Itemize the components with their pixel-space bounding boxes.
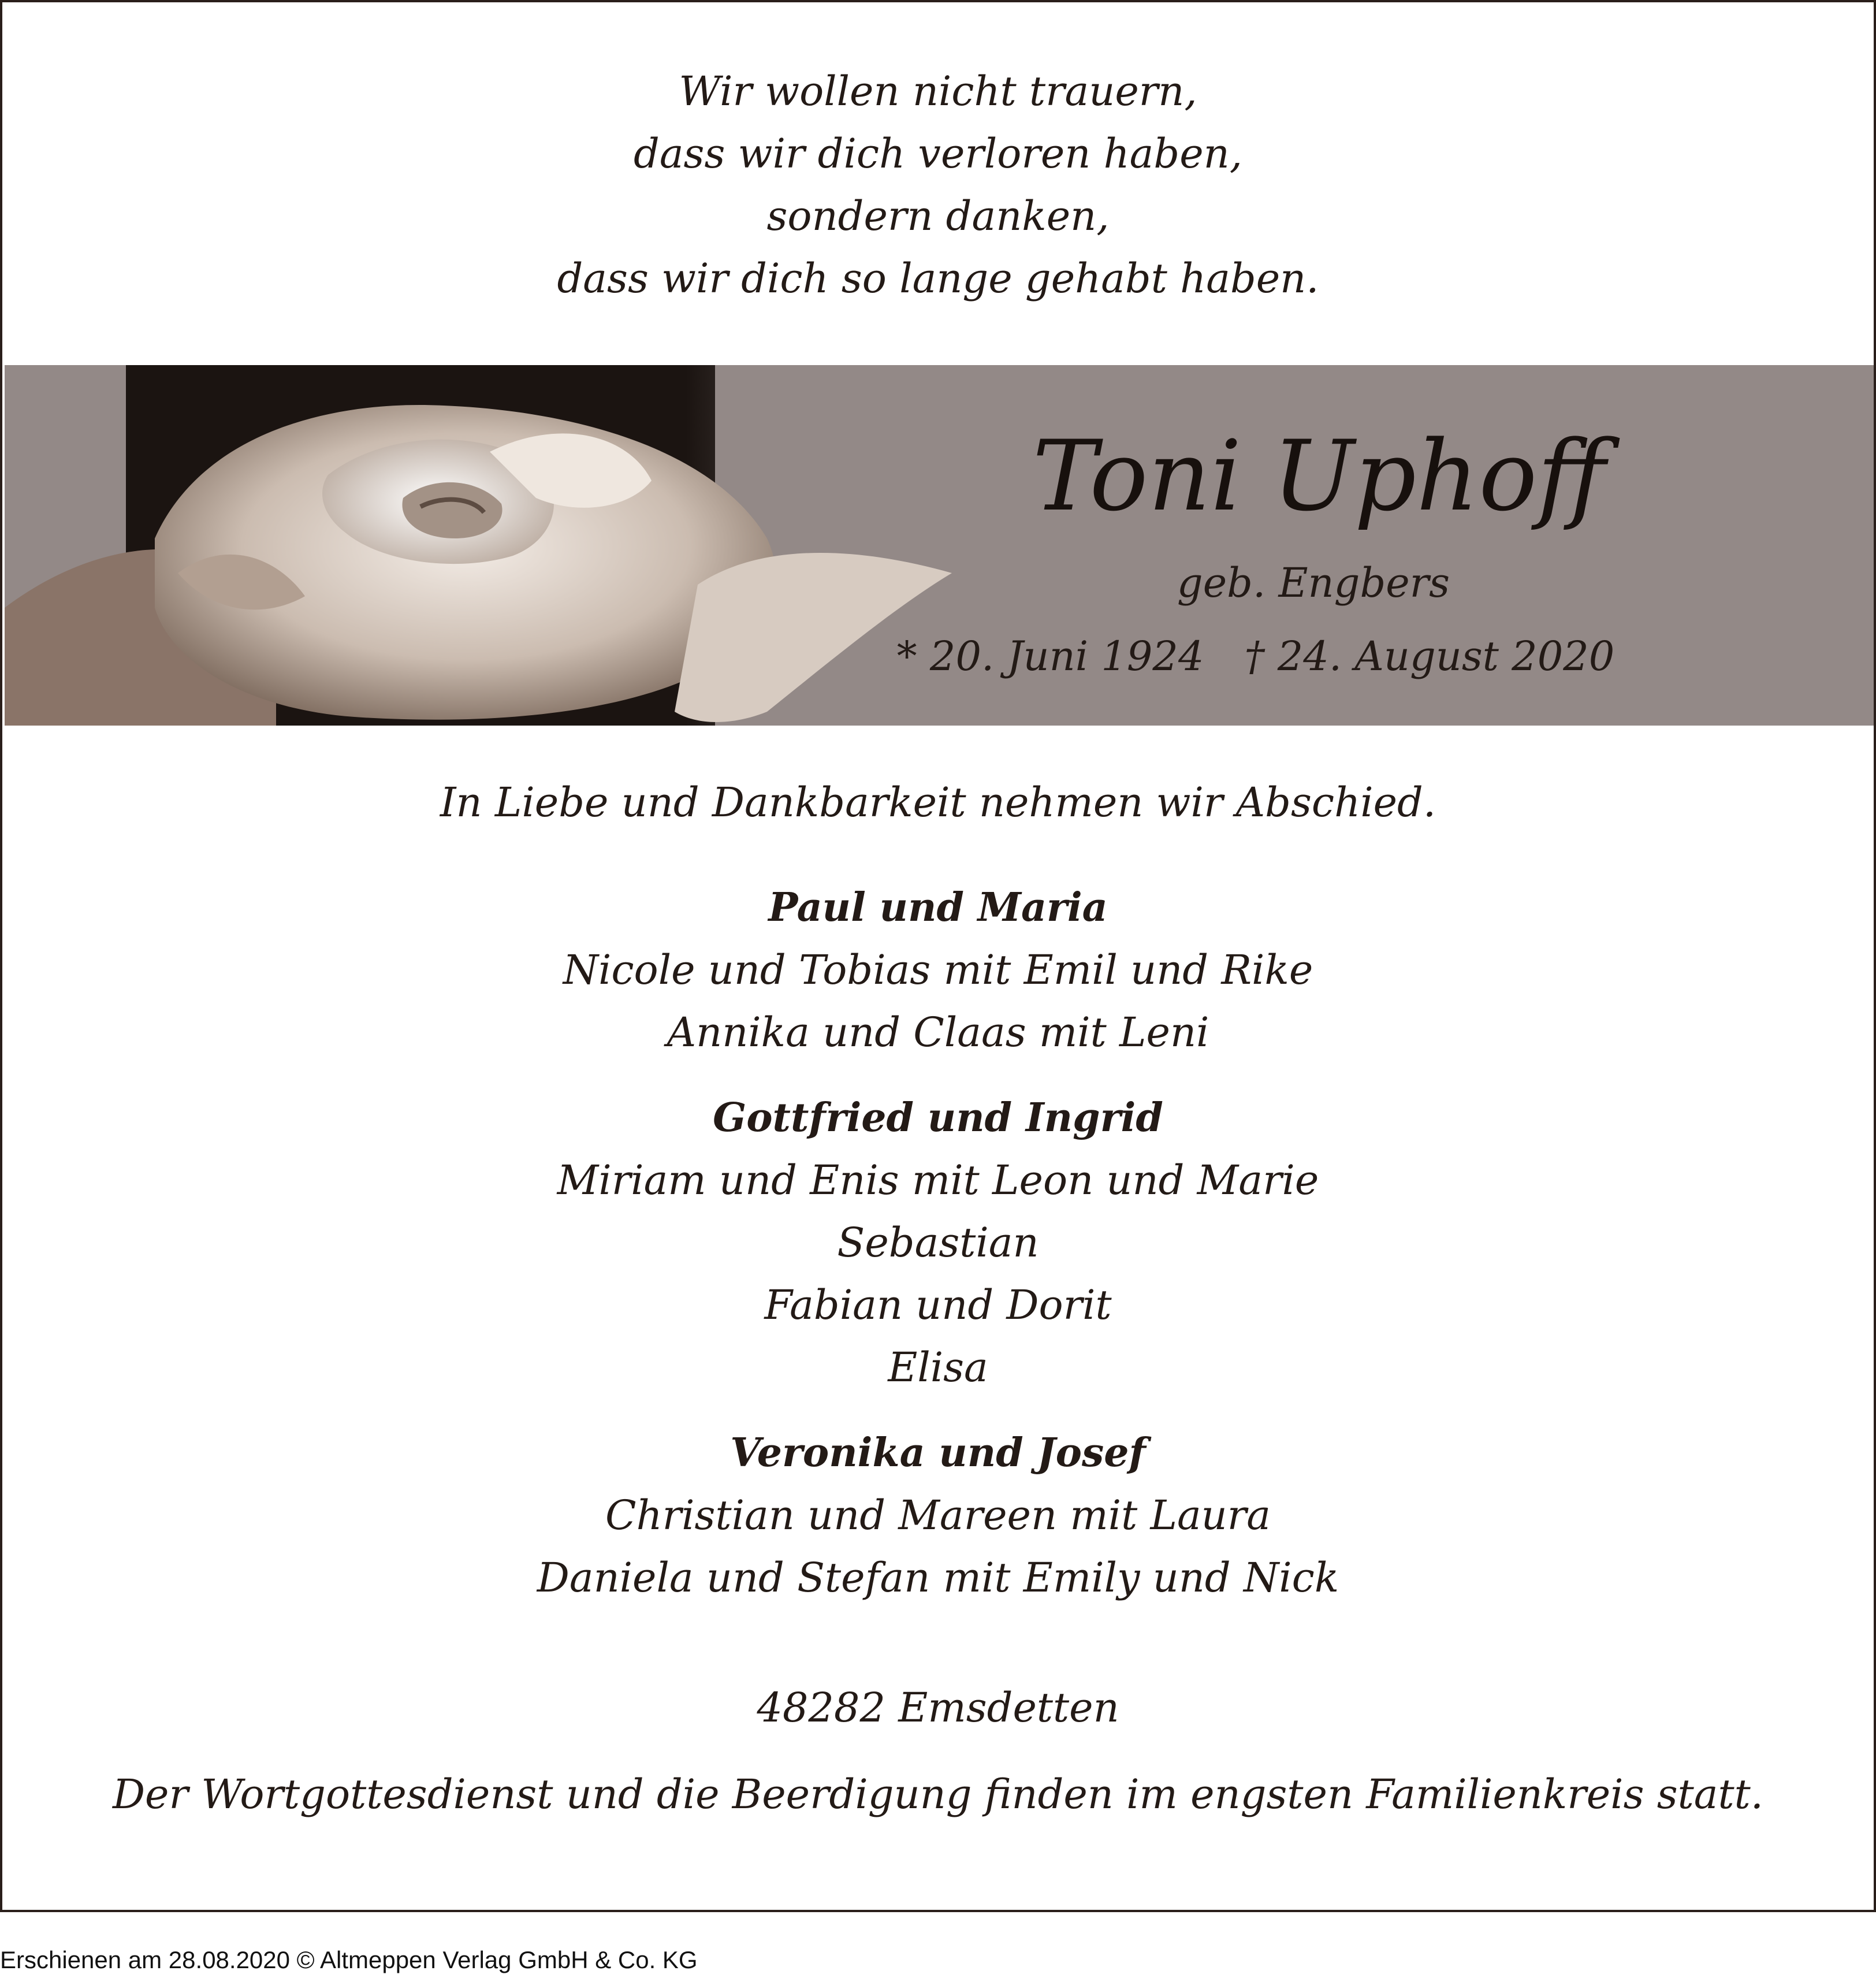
publication-footer: Erschienen am 28.08.2020 © Altmeppen Verlag GmbH & Co. KG bbox=[0, 1946, 698, 1973]
quote-line: dass wir dich so lange gehabt haben. bbox=[557, 255, 1319, 302]
service-note: Der Wortgottesdienst und die Beerdigung finden im engsten Familienkreis statt. bbox=[112, 1771, 1764, 1818]
family-head: Veronika und Josef bbox=[730, 1430, 1146, 1476]
birth-date: * 20. Juni 1924 bbox=[896, 633, 1204, 680]
family-group bbox=[2, 876, 1874, 1064]
quote-line: Wir wollen nicht trauern, bbox=[679, 68, 1197, 115]
family-head: Gottfried und Ingrid bbox=[713, 1095, 1163, 1141]
family-member: Nicole und Tobias mit Emil und Rike bbox=[563, 946, 1313, 994]
family-member: Christian und Mareen mit Laura bbox=[605, 1492, 1271, 1539]
family-member: Daniela und Stefan mit Emily und Nick bbox=[537, 1554, 1339, 1601]
life-dates bbox=[869, 627, 1643, 685]
family-head: Paul und Maria bbox=[768, 884, 1108, 931]
family-group bbox=[2, 1422, 1874, 1609]
deceased-name: Toni Uphoff bbox=[1032, 419, 1606, 533]
location: 48282 Emsdetten bbox=[757, 1684, 1119, 1731]
family-member: Miriam und Enis mit Leon und Marie bbox=[557, 1157, 1319, 1204]
family-member: Annika und Claas mit Leni bbox=[667, 1009, 1209, 1056]
memorial-quote bbox=[2, 60, 1874, 310]
family-member: Elisa bbox=[888, 1344, 988, 1391]
rose-photo bbox=[5, 365, 975, 726]
mourners-list bbox=[2, 876, 1874, 1632]
death-date: † 24. August 2020 bbox=[1244, 633, 1615, 680]
farewell-line: In Liebe und Dankbarkeit nehmen wir Abschied. bbox=[440, 779, 1436, 826]
family-group bbox=[2, 1087, 1874, 1399]
quote-line: dass wir dich verloren haben, bbox=[634, 130, 1242, 177]
maiden-name: geb. Engbers bbox=[1177, 559, 1450, 607]
quote-line: sondern danken, bbox=[766, 192, 1110, 240]
family-member: Sebastian bbox=[837, 1219, 1039, 1266]
family-member: Fabian und Dorit bbox=[764, 1281, 1112, 1329]
